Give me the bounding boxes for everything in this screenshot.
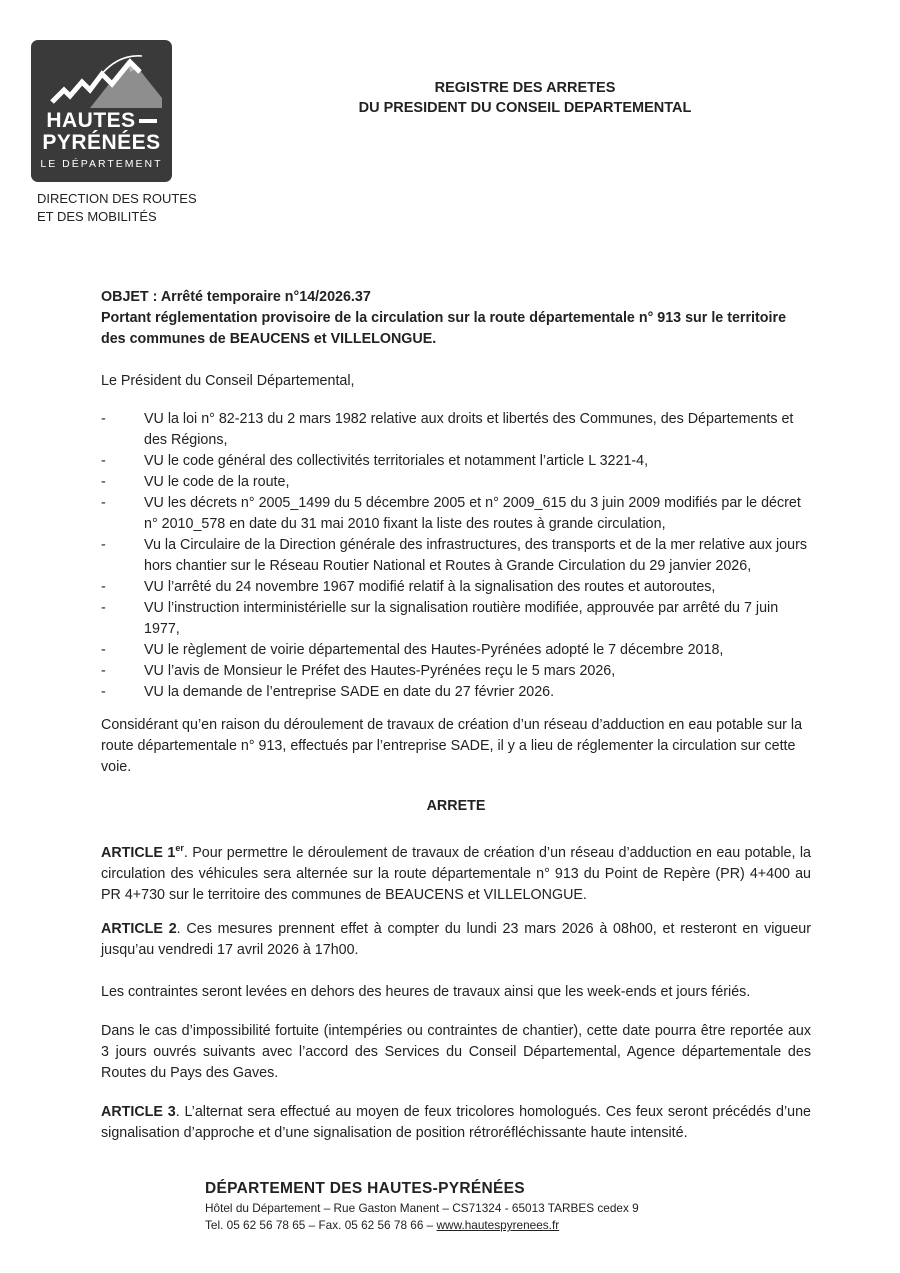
article-3-label: ARTICLE 3 — [101, 1104, 176, 1120]
footer-title: DÉPARTEMENT DES HAUTES-PYRÉNÉES — [205, 1180, 525, 1197]
article-2-label: ARTICLE 2 — [101, 921, 177, 937]
mountain-logo-icon — [42, 46, 162, 108]
department-logo — [31, 40, 172, 182]
article-1-label: ARTICLE 1er — [101, 843, 184, 861]
list-item: - VU la loi n° 82-213 du 2 mars 1982 relative aux droits et libertés des Communes, des Départements et des Régions, — [101, 409, 813, 451]
list-item: - VU les décrets n° 2005_1499 du 5 décembre 2005 et n° 2009_615 du 3 juin 2009 modifiés par le décret n° 2010_578 en date du 31 mai 2010 fixant la liste des routes à grande circulation, — [101, 493, 813, 535]
footer-address: Hôtel du Département – Rue Gaston Manent – CS71324 - 65013 TARBES cedex 9 — [205, 1201, 639, 1215]
objet-title: OBJET : Arrêté temporaire n°14/2026.37 — [101, 289, 371, 305]
list-item: - VU le règlement de voirie départemental des Hautes-Pyrénées adopté le 7 décembre 2018, — [101, 640, 813, 661]
register-heading: REGISTRE DES ARRETES DU PRESIDENT DU CONSEIL DEPARTEMENTAL — [358, 80, 692, 116]
footer-contact: Tel. 05 62 56 78 65 – Fax. 05 62 56 78 66 – www.hautespyrenees.fr — [205, 1218, 560, 1232]
website-link[interactable]: www.hautespyrenees.fr — [436, 1218, 560, 1232]
considerant-paragraph: Considérant qu’en raison du déroulement de travaux de création d’un réseau d’adduction en eau potable sur la route départementale n° 913, effectués par l’entreprise SADE, il y a lieu de réglementer la circulation sur cette voie. — [101, 717, 803, 775]
contraintes-paragraph: Les contraintes seront levées en dehors des heures de travaux ainsi que les week-ends et jours fériés. — [101, 984, 751, 1000]
article-3 — [101, 1102, 811, 1144]
logo-tagline: LE DÉPARTEMENT — [40, 158, 163, 170]
objet-block — [101, 287, 811, 350]
president-line: Le Président du Conseil Départemental, — [101, 373, 355, 389]
article-3-text: . L’alternat sera effectué au moyen de feux tricolores homologués. Ces feux seront précédés d’une signalisation d’approche et d’une signalisation de position rétroréfléchissante haute intensité. — [101, 1104, 811, 1141]
vu-list — [101, 409, 813, 703]
list-item: - VU l’avis de Monsieur le Préfet des Hautes-Pyrénées reçu le 5 mars 2026, — [101, 661, 813, 682]
arrete-heading: ARRETE — [426, 798, 486, 814]
article-2-text: . Ces mesures prennent effet à compter du lundi 23 mars 2026 à 08h00, et resteront en vigueur jusqu’au vendredi 17 avril 2026 à 17h00. — [101, 921, 811, 958]
list-item: - VU le code général des collectivités territoriales et notamment l’article L 3221-4, — [101, 451, 813, 472]
impossibilite-paragraph: Dans le cas d’impossibilité fortuite (intempéries ou contraintes de chantier), cette date pourra être reportée aux 3 jours ouvrés suivants avec l’accord des Services du Conseil Départemental, Agence départementale des Routes du Pays des Gaves. — [101, 1023, 811, 1081]
article-1 — [101, 838, 811, 906]
list-item: - VU le code de la route, — [101, 472, 813, 493]
objet-description: Portant réglementation provisoire de la circulation sur la route départementale n° 913 sur le territoire des communes de BEAUCENS et VILLELONGUE. — [101, 310, 787, 347]
article-1-text: . Pour permettre le déroulement de travaux de création d’un réseau d’adduction en eau potable, la circulation des véhicules sera alternée sur la route départementale n° 913 du Point de Repère (PR) 4+400 au PR 4+730 sur le territoire des communes de BEAUCENS et VILLELONGUE. — [101, 844, 812, 903]
list-item: - Vu la Circulaire de la Direction générale des infrastructures, des transports et de la mer relative aux jours hors chantier sur le Réseau Routier National et Routes à Grande Circulation du 29 janvier 2026, — [101, 535, 813, 577]
list-item: - VU l’instruction interministérielle sur la signalisation routière modifiée, approuvée par arrêté du 7 juin 1977, — [101, 598, 813, 640]
logo-line-pyrenees: PYRÉNÉES — [42, 131, 161, 154]
direction-label: DIRECTION DES ROUTES ET DES MOBILITÉS — [37, 191, 197, 224]
list-item: - VU l’arrêté du 24 novembre 1967 modifié relatif à la signalisation des routes et autoroutes, — [101, 577, 813, 598]
logo-line-hautes: HAUTES — [31, 110, 172, 132]
list-item: - VU la demande de l’entreprise SADE en date du 27 février 2026. — [101, 682, 813, 703]
article-2 — [101, 919, 811, 961]
